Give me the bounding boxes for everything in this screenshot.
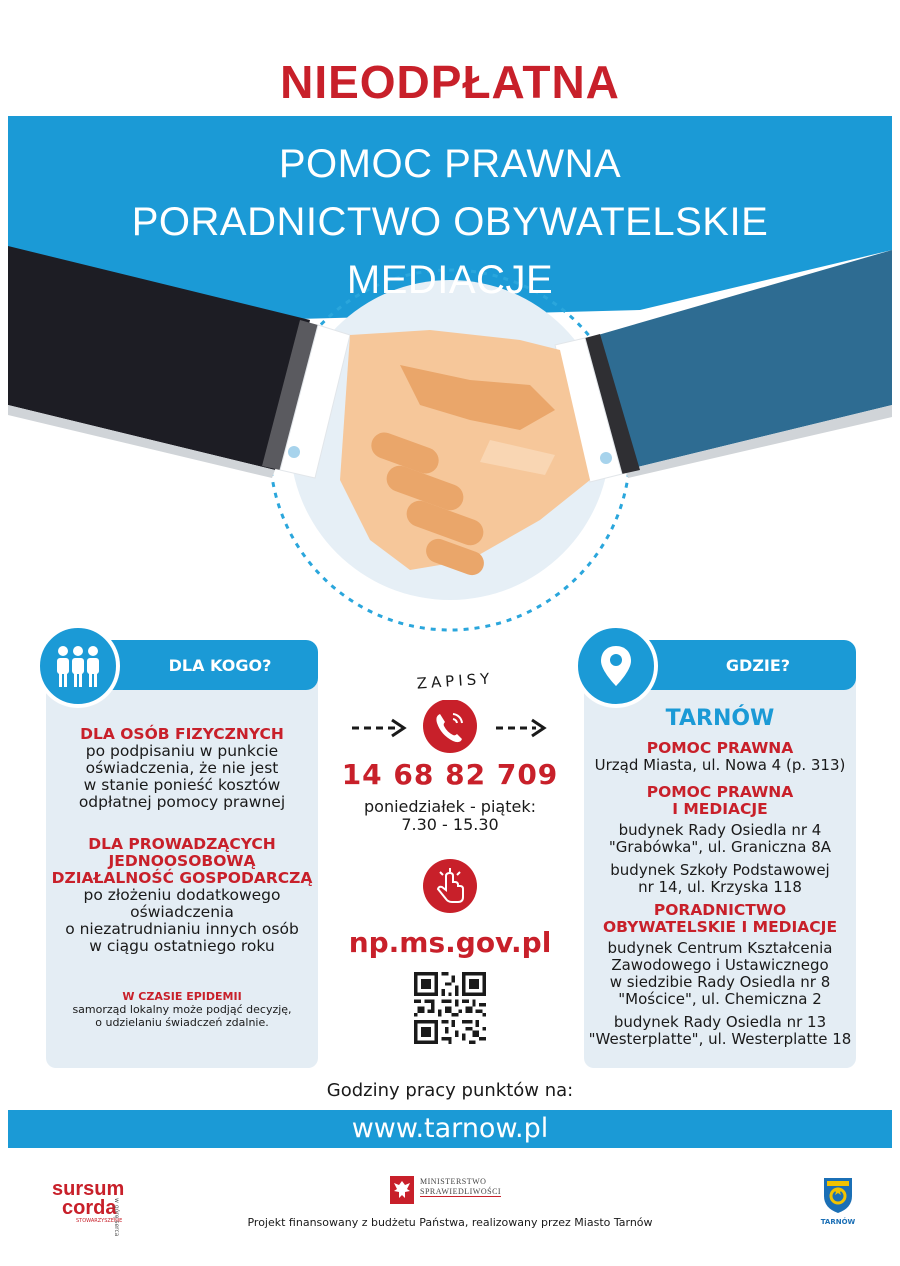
banner-line-1: POMOC PRAWNA bbox=[278, 142, 622, 186]
qr-code[interactable] bbox=[414, 972, 486, 1044]
text-line: nr 14, ul. Krzyska 118 bbox=[638, 878, 802, 896]
text-line: o niezatrudnianiu innych osób bbox=[65, 920, 299, 938]
banner-line-3: MEDIACJE bbox=[346, 258, 554, 302]
funding-credit: Projekt finansowany z budżetu Państwa, realizowany przez Miasto Tarnów bbox=[247, 1216, 653, 1229]
website-link[interactable]: np.ms.gov.pl bbox=[348, 926, 552, 959]
logo-word: corda bbox=[62, 1197, 117, 1219]
ministry-line-2: SPRAWIEDLIWOŚCI bbox=[420, 1187, 502, 1196]
people-icon bbox=[53, 643, 103, 689]
coat-of-arms-icon bbox=[821, 1174, 855, 1214]
logo-word: sursum bbox=[52, 1178, 125, 1200]
text-line: Urząd Miasta, ul. Nowa 4 (p. 313) bbox=[594, 756, 846, 774]
text-line: w ciągu ostatniego roku bbox=[89, 937, 275, 955]
people-icon-badge bbox=[36, 624, 120, 708]
location-icon-badge bbox=[574, 624, 658, 708]
text-line: samorząd lokalny może podjąć decyzję, bbox=[72, 1003, 292, 1016]
phone-row-graphic bbox=[350, 700, 550, 756]
text-line: oświadczenia bbox=[130, 903, 234, 921]
text-line: budynek Rady Osiedla nr 13 bbox=[613, 1013, 827, 1031]
section-head: POMOC PRAWNA bbox=[646, 783, 794, 801]
city-name: TARNÓW bbox=[665, 706, 775, 731]
hours-caption: Godziny pracy punktów na: bbox=[326, 1080, 574, 1101]
section-head: PORADNICTWO bbox=[653, 901, 787, 919]
group-individuals-head: DLA OSÓB FIZYCZNYCH bbox=[80, 725, 284, 743]
tarnow-logo-text: TARNÓW bbox=[820, 1218, 856, 1226]
text-line: o udzielaniu świadczeń zdalnie. bbox=[95, 1016, 269, 1029]
banner-line-2: PORADNICTWO OBYWATELSKIE bbox=[131, 200, 769, 244]
logo-small: STOWARZYSZENIE bbox=[76, 1218, 123, 1224]
section-legal-aid-mediation bbox=[584, 784, 856, 896]
text-line: budynek Centrum Kształcenia bbox=[607, 939, 833, 957]
text-line: oświadczenia, że nie jest bbox=[85, 759, 279, 777]
section-head: I MEDIACJE bbox=[672, 800, 768, 818]
text-line: Zawodowego i Ustawicznego bbox=[611, 956, 829, 974]
epidemic-head: W CZASIE EPIDEMII bbox=[122, 990, 242, 1003]
group-business-head: DLA PROWADZĄCYCH bbox=[88, 835, 276, 853]
text-line: budynek Szkoły Podstawowej bbox=[610, 861, 830, 879]
text-line: "Mościce", ul. Chemiczna 2 bbox=[618, 990, 822, 1008]
logo-side: w górę serca bbox=[113, 1198, 120, 1237]
phone-number[interactable]: 14 68 82 709 bbox=[341, 758, 559, 791]
section-legal-aid-head: POMOC PRAWNA bbox=[646, 739, 794, 757]
tarnow-coat-of-arms bbox=[816, 1174, 860, 1226]
group-individuals bbox=[46, 726, 318, 811]
location-pin-icon bbox=[599, 644, 633, 688]
group-business bbox=[46, 836, 318, 955]
ministry-line-1: MINISTERSTWO bbox=[420, 1177, 487, 1186]
group-business-head: JEDNOOSOBOWĄ bbox=[108, 852, 256, 870]
text-line: po złożeniu dodatkowego bbox=[83, 886, 281, 904]
arrow-right-icon bbox=[352, 720, 404, 736]
top-title: NIEODPŁATNA bbox=[280, 56, 620, 108]
hours-days: poniedziałek - piątek: bbox=[364, 797, 536, 816]
text-line: "Westerplatte", ul. Westerplatte 18 bbox=[588, 1030, 852, 1048]
epidemic-note bbox=[46, 990, 318, 1029]
text-line: odpłatnej pomocy prawnej bbox=[78, 793, 286, 811]
text-line: "Grabówka", ul. Graniczna 8A bbox=[608, 838, 832, 856]
ministry-logo bbox=[390, 1176, 530, 1206]
group-business-head: DZIAŁALNOŚĆ GOSPODARCZĄ bbox=[51, 869, 313, 887]
text-line: po podpisaniu w punkcie bbox=[85, 742, 279, 760]
zapisy-label: ZAPISY bbox=[416, 669, 494, 693]
hours-time: 7.30 - 15.30 bbox=[401, 815, 499, 834]
section-legal-aid bbox=[584, 740, 856, 774]
eagle-icon bbox=[390, 1176, 414, 1204]
tarnow-url-bar[interactable]: www.tarnow.pl bbox=[8, 1110, 892, 1148]
phone-icon bbox=[423, 700, 477, 753]
arrow-right-icon bbox=[496, 720, 544, 736]
click-hand-icon bbox=[422, 858, 478, 914]
for-whom-label: DLA KOGO? bbox=[168, 655, 272, 675]
where-label: GDZIE? bbox=[725, 655, 791, 675]
section-head: OBYWATELSKIE I MEDIACJE bbox=[602, 918, 838, 936]
text-line: budynek Rady Osiedla nr 4 bbox=[618, 821, 822, 839]
section-civic-advice bbox=[584, 902, 856, 1048]
text-line: w siedzibie Rady Osiedla nr 8 bbox=[609, 973, 831, 991]
opening-hours bbox=[330, 798, 570, 834]
text-line: w stanie ponieść kosztów bbox=[83, 776, 281, 794]
